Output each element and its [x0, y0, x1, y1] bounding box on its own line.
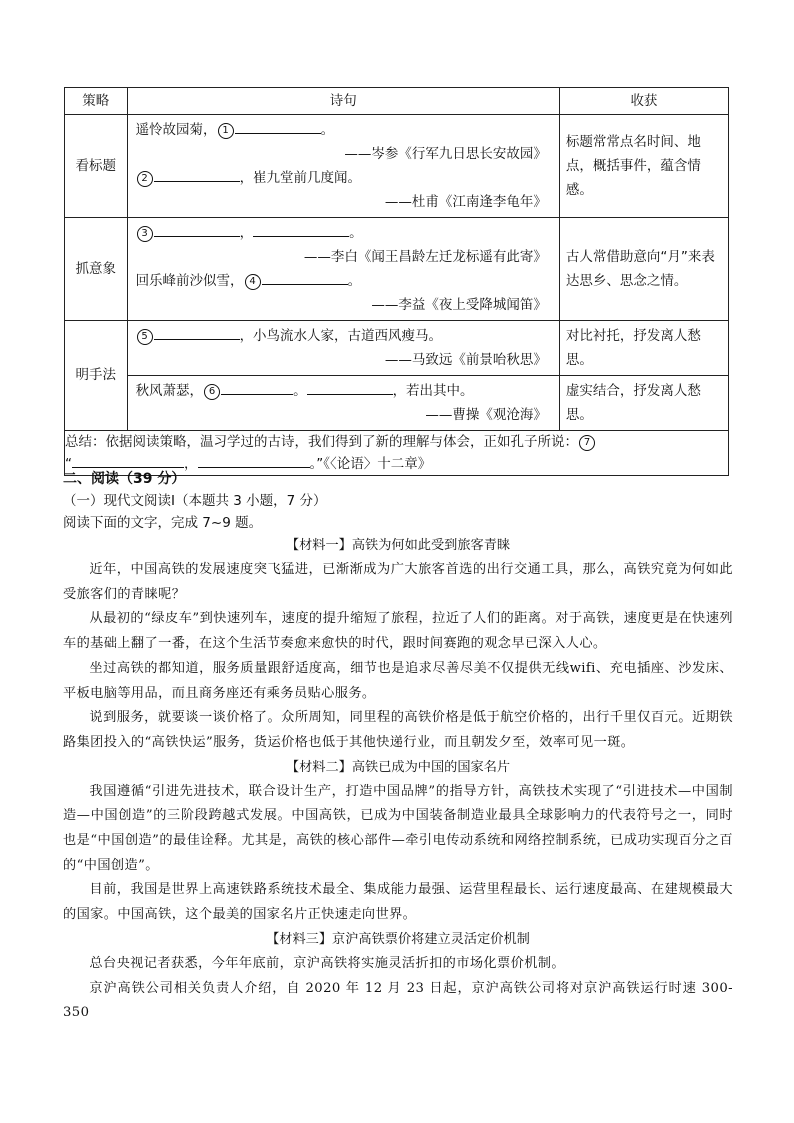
- strategy-cell: 明手法: [65, 321, 128, 431]
- poem-source: ——李白《闻王昌龄左迁龙标遥有此寄》: [303, 249, 547, 265]
- material2-title: 【材料二】高铁已成为中国的国家名片: [285, 759, 511, 775]
- poem-cell: [127, 376, 559, 431]
- answer-blank[interactable]: [72, 453, 184, 468]
- material3-title: 【材料三】京沪高铁票价将建立灵活定价机制: [266, 931, 530, 947]
- harvest-cell: 虚实结合，抒发离人愁思。: [559, 376, 728, 431]
- circled-number: 6: [204, 384, 220, 400]
- header-harvest: 收获: [559, 88, 728, 115]
- reading-strategy-table: [64, 87, 729, 476]
- strategy-cell: 抓意象: [65, 218, 128, 321]
- poem-source: ——杜甫《江南逢李龟年》: [384, 194, 547, 210]
- answer-blank[interactable]: [154, 222, 240, 237]
- paragraph: 京沪高铁公司相关负责人介绍，自 2020 年 12 月 23 日起，京沪高铁公司将对京沪高铁运行时速 300-350: [63, 980, 733, 1021]
- poem-line: 秋风萧瑟， 6 。 ，若出其中。: [136, 379, 551, 403]
- subsection-title: （一）现代文阅读Ⅰ（本题共 3 小题，7 分）: [63, 493, 327, 509]
- poem-source: ——岑参《行军九日思长安故园》: [344, 146, 547, 162]
- answer-blank[interactable]: [221, 380, 293, 395]
- table-row: [65, 376, 729, 431]
- table-row: [65, 218, 729, 321]
- material1-title: 【材料一】高铁为何如此受到旅客青睐: [285, 538, 511, 553]
- circled-number: 7: [579, 435, 595, 451]
- circled-number: 5: [137, 329, 153, 345]
- poem-line: 回乐峰前沙似雪， 4 。: [136, 269, 551, 293]
- answer-blank[interactable]: [253, 222, 349, 237]
- poem-line: 3 ， 。: [136, 221, 551, 245]
- paragraph: 近年，中国高铁的发展速度突飞猛进，已渐渐成为广大旅客首选的出行交通工具，那么，高铁究竟为何如此受旅客们的青睐呢？: [63, 562, 733, 602]
- table-row: [65, 321, 729, 376]
- answer-blank[interactable]: [307, 380, 393, 395]
- paragraph: 目前，我国是世界上高速铁路系统技术最全、集成能力最强、运营里程最长、运行速度最高、在建规模最大的国家。中国高铁，这个最美的国家名片正快速走向世界。: [63, 882, 733, 923]
- paragraph: 说到服务，就要谈一谈价格了。众所周知，同里程的高铁价格是低于航空价格的，出行千里仅百元。近期铁路集团投入的“高铁快运”服务，货运价格也低于其他快递行业，而且朝发夕至，效率可见一斑。: [63, 710, 733, 750]
- poem-line: 5 ，小鸟流水人家，古道西风瘦马。: [136, 324, 551, 348]
- section-title: 二、阅读（39 分）: [63, 471, 186, 487]
- header-strategy: 策略: [65, 88, 128, 115]
- poem-source: ——李益《夜上受降城闻笛》: [371, 297, 547, 313]
- summary-cell: 总结：依据阅读策略，温习学过的古诗，我们得到了新的理解与体会，正如孔子所说： 7 “ ， 。”《〈论语〉十二章》: [65, 431, 729, 476]
- answer-blank[interactable]: [154, 167, 240, 182]
- table-header-row: [65, 88, 729, 115]
- harvest-cell: 古人常借助意向“月”来表达思乡、思念之情。: [559, 218, 728, 321]
- poem-line: 2 ，崔九堂前几度闻。: [136, 166, 551, 190]
- poem-cell: [127, 321, 559, 376]
- circled-number: 3: [137, 226, 153, 242]
- poem-line: 遥怜故园菊， 1 。: [136, 118, 551, 142]
- harvest-cell: 对比衬托，抒发离人愁思。: [559, 321, 728, 376]
- answer-blank[interactable]: [154, 325, 240, 340]
- circled-number: 4: [245, 274, 261, 290]
- paragraph: 坐过高铁的都知道，服务质量跟舒适度高，细节也是追求尽善尽美不仅提供无线wifi、充电插座、沙发床、平板电脑等用品，而且商务座还有乘务员贴心服务。: [63, 660, 733, 701]
- strategy-cell: 看标题: [65, 115, 128, 218]
- poem-cell: [127, 218, 559, 321]
- reading-section: [63, 468, 733, 1026]
- circled-number: 2: [137, 171, 153, 187]
- answer-blank[interactable]: [198, 453, 310, 468]
- paragraph: 我国遵循“引进先进技术，联合设计生产，打造中国品牌”的指导方针，高铁技术实现了“引进技术—中国制造—中国创造”的三阶段跨越式发展。中国高铁，已成为中国装备制造业最具全球影响力的代表符号之一，同时也是“中国创造”的最佳诠释。尤其是，高铁的核心部件—牵引电传动系统和网络控制系统，已成功实现百分之百的“中国创造”。: [63, 783, 733, 873]
- poem-source: ——曹操《观沧海》: [425, 407, 547, 423]
- poem-cell: [127, 115, 559, 218]
- harvest-cell: 标题常常点名时间、地点，概括事件，蕴含情感。: [559, 115, 728, 218]
- paragraph: 总台央视记者获悉，今年年底前，京沪高铁将实施灵活折扣的市场化票价机制。: [89, 955, 565, 971]
- circled-number: 1: [218, 123, 234, 139]
- answer-blank[interactable]: [262, 270, 348, 285]
- paragraph: 从最初的“绿皮车”到快速列车，速度的提升缩短了旅程，拉近了人们的距离。对于高铁，速度更是在快速列车的基础上翻了一番，在这个生活节奏愈来愈快的时代，跟时间赛跑的观念早已深入人心。: [63, 611, 733, 652]
- header-poem: 诗句: [127, 88, 559, 115]
- answer-blank[interactable]: [235, 119, 321, 134]
- instruction: 阅读下面的文字，完成 7~9 题。: [63, 515, 263, 531]
- table-row: [65, 115, 729, 218]
- poem-source: ——马致远《前景咍秋思》: [384, 352, 547, 368]
